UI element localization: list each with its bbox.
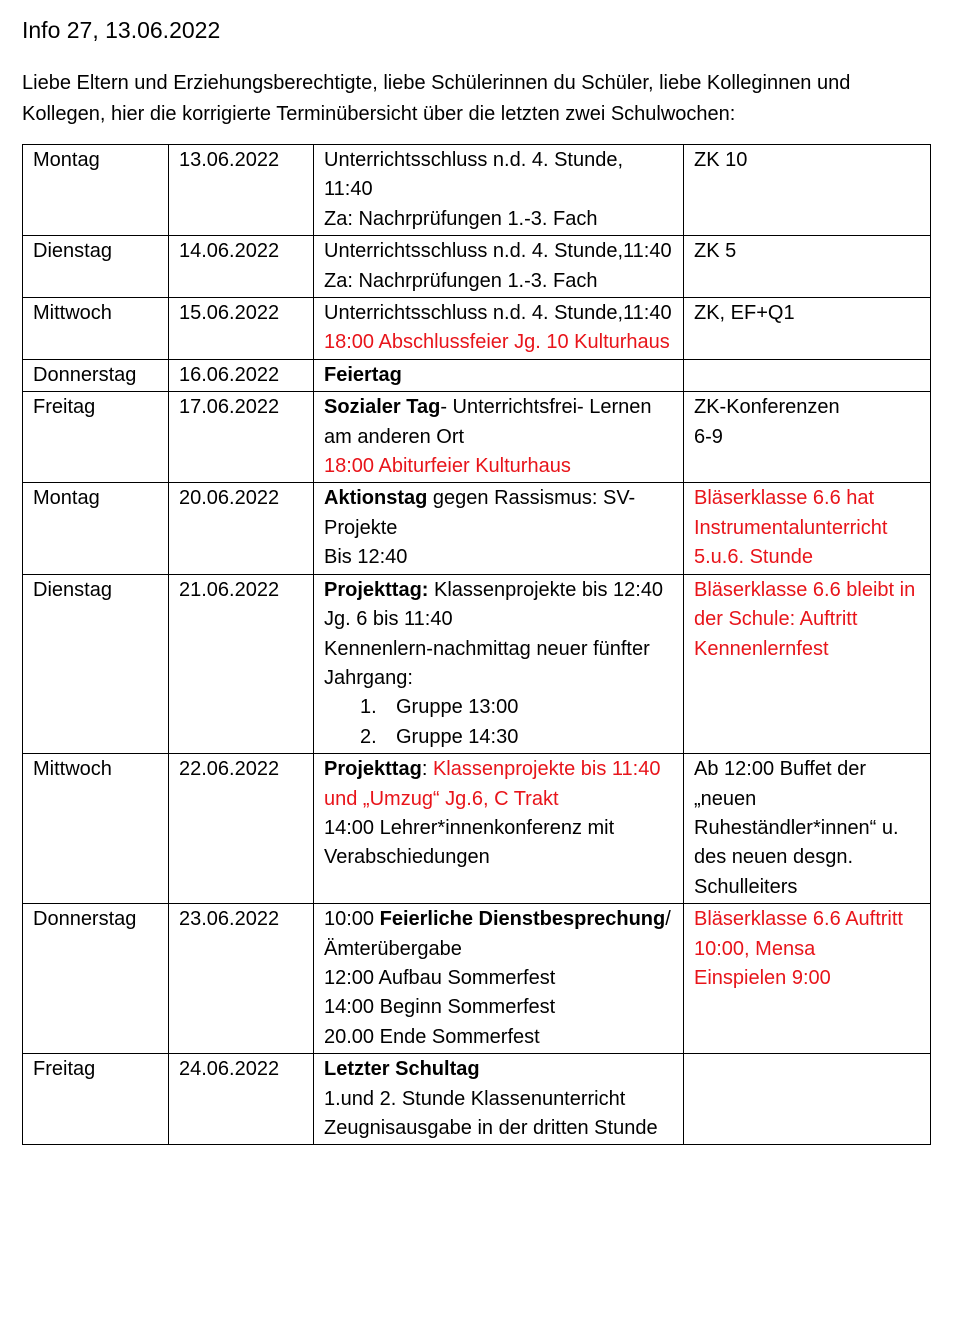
note-line	[694, 484, 922, 572]
event-text: 18:00 Abschlussfeier Jg. 10 Kulturhaus	[324, 331, 670, 354]
note-text: ZK, EF+Q1	[694, 302, 795, 325]
day-cell: Dienstag	[23, 574, 169, 753]
note-text: ZK 5	[694, 240, 737, 263]
note-text: 6-9	[694, 425, 723, 448]
schedule-table	[22, 144, 931, 1145]
event-text: Jg. 6 bis 11:40	[324, 608, 453, 631]
event-text: Bis 12:40	[324, 546, 408, 569]
note-cell	[684, 574, 931, 753]
event-cell	[314, 359, 684, 391]
table-row	[23, 236, 931, 298]
note-line	[694, 423, 922, 452]
intro-paragraph: Liebe Eltern und Erziehungsberechtigte, liebe Schülerinnen du Schüler, liebe Kolleginnen und Kollegen, hier die korrigierte Terminübersicht über die letzten zwei Schulwochen:	[22, 72, 851, 125]
event-text: :	[421, 758, 433, 781]
day-cell: Dienstag	[23, 236, 169, 298]
list-item-number: 1.	[360, 696, 377, 719]
note-text: Ab 12:00 Buffet der „neuen Ruheständler*innen“ u. des neuen desgn. Schulleiters	[694, 758, 899, 898]
event-text: Unterrichtsschluss n.d. 4. Stunde,11:40	[324, 302, 672, 325]
day-cell: Montag	[23, 145, 169, 236]
list-item-label: Gruppe 13:00	[396, 696, 519, 719]
event-text: Unterrichtsschluss n.d. 4. Stunde,11:40	[324, 240, 672, 263]
event-text: 12:00 Aufbau Sommerfest	[324, 966, 556, 989]
event-text: Letzter Schultag	[324, 1058, 480, 1081]
event-cell	[314, 754, 684, 904]
page-title: Info 27, 13.06.2022	[22, 17, 221, 43]
note-line	[694, 237, 922, 266]
event-line	[324, 328, 675, 357]
event-text: und „Umzug“ Jg.6, C Trakt	[324, 787, 559, 810]
table-row	[23, 754, 931, 904]
event-line	[324, 361, 675, 390]
note-line	[694, 905, 922, 964]
note-line	[694, 299, 922, 328]
event-text: - Unterrichtsfrei- Lernen am anderen Ort	[324, 396, 652, 448]
note-text: Bläserklasse 6.6 bleibt in der Schule: Auftritt Kennenlernfest	[694, 578, 916, 660]
event-line	[324, 635, 675, 694]
note-text: ZK-Konferenzen	[694, 396, 840, 419]
event-text: Sozialer Tag	[324, 396, 441, 419]
list-item	[360, 693, 675, 722]
event-line	[324, 905, 675, 964]
event-text: Zeugnisausgabe in der dritten Stunde	[324, 1117, 658, 1139]
date-cell: 23.06.2022	[169, 904, 314, 1054]
table-row	[23, 1054, 931, 1145]
event-text: 14:00 Lehrer*innenkonferenz mit Verabschiedungen	[324, 816, 615, 869]
note-cell	[684, 483, 931, 574]
schedule-table-body	[23, 145, 931, 1145]
document-page	[22, 14, 930, 1145]
event-line	[324, 605, 675, 634]
note-line	[694, 755, 922, 902]
event-text: 14:00 Beginn Sommerfest	[324, 996, 556, 1019]
event-text: 10:00	[324, 908, 380, 931]
event-text: Za: Nachrprüfungen 1.-3. Fach	[324, 269, 598, 292]
event-cell	[314, 1054, 684, 1145]
table-row	[23, 574, 931, 753]
table-row	[23, 359, 931, 391]
day-cell: Freitag	[23, 1054, 169, 1145]
date-cell: 13.06.2022	[169, 145, 314, 236]
list-item	[360, 723, 675, 752]
event-text: Unterrichtsschluss n.d. 4. Stunde, 11:40	[324, 149, 624, 201]
date-cell: 24.06.2022	[169, 1054, 314, 1145]
note-text: Bläserklasse 6.6 Auftritt 10:00, Mensa	[694, 908, 903, 960]
event-line	[324, 146, 675, 205]
date-cell: 15.06.2022	[169, 298, 314, 360]
date-cell: 14.06.2022	[169, 236, 314, 298]
list-item-number: 2.	[360, 725, 377, 748]
note-cell	[684, 1054, 931, 1145]
event-line	[324, 1023, 675, 1052]
event-cell	[314, 904, 684, 1054]
event-line	[324, 576, 675, 605]
event-line	[324, 755, 675, 784]
event-text: Feierliche Dienstbesprechung	[379, 908, 666, 931]
note-text: Bläserklasse 6.6 hat Instrumentalunterricht 5.u.6. Stunde	[694, 487, 888, 569]
event-cell	[314, 574, 684, 753]
event-line	[324, 993, 675, 1022]
day-cell: Donnerstag	[23, 359, 169, 391]
day-cell: Donnerstag	[23, 904, 169, 1054]
event-line	[324, 452, 675, 481]
table-row	[23, 298, 931, 360]
event-text: Projekttag:	[324, 578, 429, 601]
note-line	[694, 964, 922, 993]
note-line	[694, 576, 922, 664]
event-text: Aktionstag	[324, 487, 428, 510]
date-cell: 22.06.2022	[169, 754, 314, 904]
event-cell	[314, 392, 684, 483]
note-text: ZK 10	[694, 149, 748, 171]
note-cell	[684, 298, 931, 360]
event-text: Klassenprojekte bis 11:40	[432, 758, 661, 781]
event-line	[324, 237, 675, 266]
event-cell	[314, 483, 684, 574]
event-text: / Ämterübergabe	[324, 908, 671, 960]
event-cell	[314, 298, 684, 360]
event-text: Kennenlern-nachmittag neuer fünfter Jahrgang:	[324, 637, 650, 689]
table-row	[23, 483, 931, 574]
event-line	[324, 484, 675, 543]
event-line	[324, 785, 675, 814]
date-cell: 16.06.2022	[169, 359, 314, 391]
day-cell: Mittwoch	[23, 754, 169, 904]
event-line	[324, 1085, 675, 1114]
table-row	[23, 392, 931, 483]
day-cell: Montag	[23, 483, 169, 574]
event-line	[324, 543, 675, 572]
event-line	[324, 267, 675, 296]
day-cell: Freitag	[23, 392, 169, 483]
event-text: 18:00 Abiturfeier Kulturhaus	[324, 455, 571, 478]
note-cell	[684, 236, 931, 298]
note-cell	[684, 145, 931, 236]
note-cell	[684, 392, 931, 483]
event-text: 20.00 Ende Sommerfest	[324, 1025, 540, 1048]
event-line	[324, 205, 675, 234]
list-item-label: Gruppe 14:30	[396, 725, 519, 748]
event-line	[324, 299, 675, 328]
event-line	[324, 1055, 675, 1084]
event-line	[324, 814, 675, 873]
event-line	[324, 964, 675, 993]
note-cell	[684, 359, 931, 391]
date-cell: 20.06.2022	[169, 483, 314, 574]
group-list	[324, 693, 675, 752]
table-row	[23, 904, 931, 1054]
note-cell	[684, 754, 931, 904]
note-text: Einspielen 9:00	[694, 966, 831, 989]
date-cell: 17.06.2022	[169, 392, 314, 483]
event-cell	[314, 145, 684, 236]
event-line	[324, 1114, 675, 1143]
event-text: Feiertag	[324, 363, 402, 386]
event-text: Projekttag	[324, 758, 422, 781]
table-row	[23, 145, 931, 236]
event-cell	[314, 236, 684, 298]
event-line	[324, 393, 675, 452]
note-line	[694, 146, 922, 175]
event-text: 1.und 2. Stunde Klassenunterricht	[324, 1087, 626, 1110]
event-text: gegen Rassismus: SV-Projekte	[324, 487, 636, 539]
event-text: Klassenprojekte bis 12:40	[428, 578, 664, 601]
day-cell: Mittwoch	[23, 298, 169, 360]
note-cell	[684, 904, 931, 1054]
date-cell: 21.06.2022	[169, 574, 314, 753]
event-text: Za: Nachrprüfungen 1.-3. Fach	[324, 207, 598, 230]
note-line	[694, 393, 922, 422]
